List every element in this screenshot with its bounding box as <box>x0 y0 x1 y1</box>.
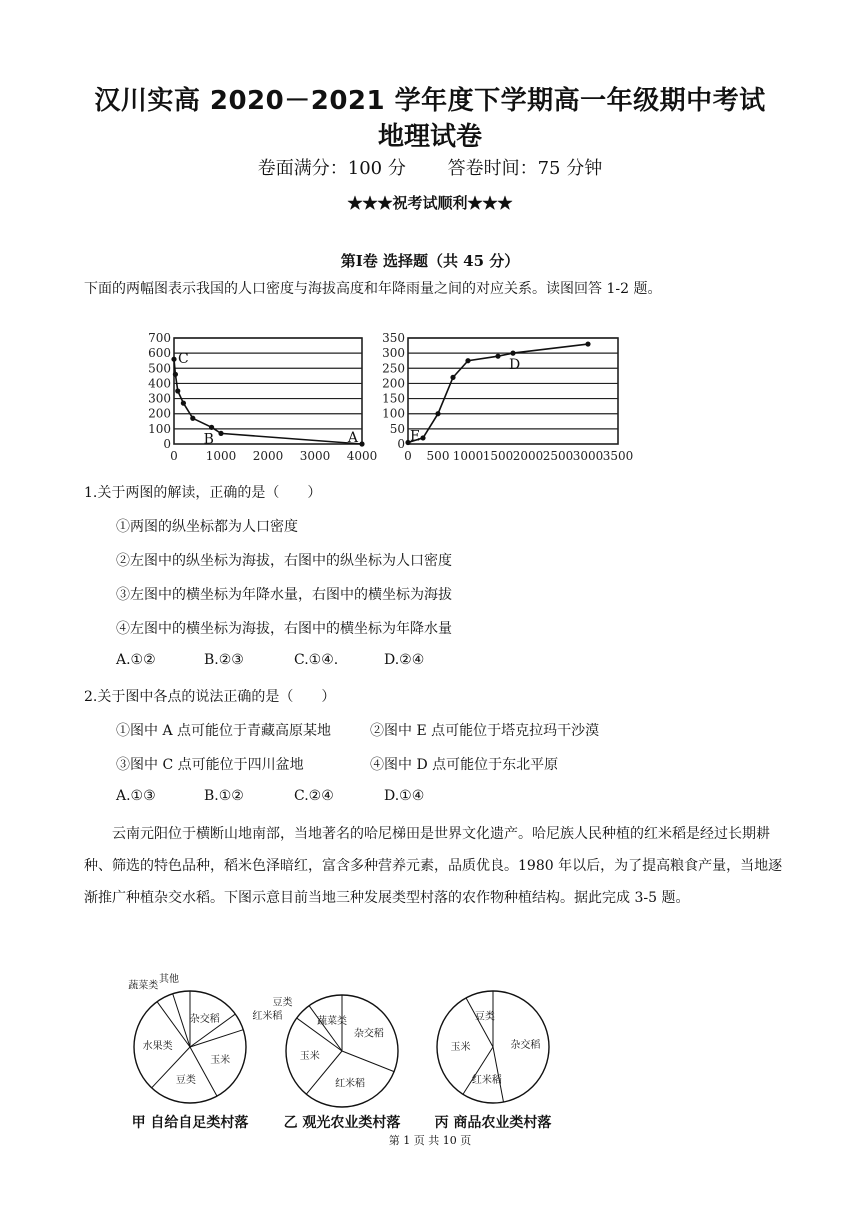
y-tick-label: 150 <box>382 391 405 406</box>
pie-slice-label: 玉米 <box>450 1041 471 1053</box>
pie-slice-label: 豆类 <box>272 997 293 1009</box>
exam-meta <box>0 154 860 180</box>
pie-title: 丙 商品农业类村落 <box>434 1115 552 1131</box>
point-label: D <box>509 357 521 374</box>
data-point <box>465 358 470 363</box>
point-label: E <box>410 428 421 445</box>
data-point <box>173 372 178 377</box>
pie-slice-label: 杂交稻 <box>353 1028 384 1040</box>
q1-item: ④左图中的横坐标为海拔，右图中的横坐标为年降水量 <box>116 621 452 637</box>
data-point <box>359 441 364 446</box>
point-label: B <box>203 431 214 448</box>
data-point <box>450 375 455 380</box>
q2-option-b[interactable]: B.①② <box>204 788 244 804</box>
y-tick-label: 350 <box>382 331 405 345</box>
pie-slice-label: 豆类 <box>175 1075 196 1087</box>
pie-slice-label: 杂交稻 <box>189 1014 220 1026</box>
point-label: A <box>347 430 358 446</box>
q1-item: ②左图中的纵坐标为海拔，右图中的纵坐标为人口密度 <box>116 553 452 569</box>
good-luck-line: ★★★祝考试顺利★★★ <box>347 194 513 212</box>
pie-slice-label: 红米稻 <box>252 1011 283 1023</box>
y-tick-label: 200 <box>148 406 171 421</box>
y-tick-label: 100 <box>148 421 171 436</box>
y-tick-label: 200 <box>382 376 405 391</box>
x-tick-label: 2000 <box>252 449 284 463</box>
q1-option-d[interactable]: D.②④ <box>384 652 425 668</box>
q2-option-d[interactable]: D.①④ <box>384 788 425 804</box>
x-tick-label: 3500 <box>602 449 634 463</box>
data-point <box>435 411 440 416</box>
pie-charts <box>130 975 590 1135</box>
pie-slice-label: 水果类 <box>142 1040 173 1052</box>
point-label: C <box>178 351 189 368</box>
pie-slice-label: 玉米 <box>299 1051 320 1063</box>
q2-item: ④图中 D 点可能位于东北平原 <box>370 757 559 773</box>
section-title: 第Ⅰ卷 选择题（共 45 分） <box>340 252 520 270</box>
data-point <box>171 357 176 362</box>
y-tick-label: 250 <box>382 361 405 376</box>
data-point <box>510 351 515 356</box>
x-tick-label: 0 <box>170 449 178 463</box>
pie-slice-label: 蔬菜类 <box>316 1016 347 1028</box>
y-tick-label: 50 <box>389 421 405 436</box>
exam-subject: 地理试卷 <box>377 122 482 152</box>
data-line <box>408 344 588 445</box>
q1-stem: 1.关于两图的解读，正确的是（ ） <box>84 485 322 501</box>
full-score: 卷面满分：100 分 <box>257 158 406 179</box>
pie-slice-label: 其他 <box>159 973 180 985</box>
x-tick-label: 1000 <box>205 449 237 463</box>
data-point <box>585 341 590 346</box>
y-tick-label: 500 <box>148 361 171 376</box>
pie-slice-label: 豆类 <box>474 1011 495 1023</box>
q2-stem: 2.关于图中各点的说法正确的是（ ） <box>84 689 336 705</box>
chart-altitude <box>130 326 378 468</box>
pie-title: 乙 观光农业类村落 <box>283 1115 401 1131</box>
x-tick-label: 500 <box>426 449 450 463</box>
pie-title: 甲 自给自足类村落 <box>131 1115 249 1131</box>
y-tick-label: 300 <box>382 346 405 361</box>
y-tick-label: 0 <box>397 437 405 451</box>
data-point <box>190 416 195 421</box>
y-tick-label: 300 <box>148 391 171 406</box>
pie-slice-label: 红米稻 <box>471 1074 502 1086</box>
y-tick-label: 0 <box>163 437 171 451</box>
pie-slice-label: 红米稻 <box>335 1078 366 1090</box>
data-point <box>209 425 214 430</box>
q2-option-a[interactable]: A.①③ <box>116 788 156 804</box>
data-line <box>174 359 362 444</box>
passage <box>84 818 784 914</box>
pie-slice-label: 玉米 <box>210 1054 231 1066</box>
q1-item: ③左图中的横坐标为年降水量，右图中的横坐标为海拔 <box>116 587 452 603</box>
page-footer: 第 1 页 共 10 页 <box>388 1134 472 1147</box>
pie-slice-label: 蔬菜类 <box>128 980 159 992</box>
q1-option-b[interactable]: B.②③ <box>204 652 244 668</box>
x-tick-label: 3000 <box>299 449 331 463</box>
y-tick-label: 400 <box>148 376 171 391</box>
x-tick-label: 1500 <box>482 449 514 463</box>
passage-text: 云南元阳位于横断山地南部，当地著名的哈尼梯田是世界文化遗产。哈尼族人民种植的红米稻是经过长期耕种、筛选的特色品种，稻米色泽暗红，富含多种营养元素，品质优良。1980 年以后，为了提高粮食产量，当地逐渐推广种植杂交水稻。下图示意目前当地三种发展类型村落的农作物种植结构。据此完成 3-5 题。 <box>84 826 783 906</box>
x-tick-label: 2000 <box>512 449 544 463</box>
y-tick-label: 700 <box>148 331 171 345</box>
intro-text: 下面的两幅图表示我国的人口密度与海拔高度和年降雨量之间的对应关系。读图回答 1-2 题。 <box>84 281 662 297</box>
q2-item: ②图中 E 点可能位于塔克拉玛干沙漠 <box>370 723 600 739</box>
exam-title: 汉川实高 2020－2021 学年度下学期高一年级期中考试 <box>94 86 766 116</box>
q2-item: ①图中 A 点可能位于青藏高原某地 <box>116 723 332 739</box>
x-tick-label: 4000 <box>346 449 378 463</box>
data-point <box>181 401 186 406</box>
data-point <box>175 388 180 393</box>
q1-option-a[interactable]: A.①② <box>116 652 156 668</box>
q1-option-c[interactable]: C.①④. <box>294 652 339 668</box>
data-point <box>495 354 500 359</box>
q2-option-c[interactable]: C.②④ <box>294 788 334 804</box>
x-tick-label: 2500 <box>542 449 574 463</box>
data-point <box>420 435 425 440</box>
x-tick-label: 3000 <box>572 449 604 463</box>
pie-slice-label: 杂交稻 <box>510 1039 541 1051</box>
y-tick-label: 600 <box>148 346 171 361</box>
exam-time: 答卷时间：75 分钟 <box>447 158 603 179</box>
q1-item: ①两图的纵坐标都为人口密度 <box>116 519 298 535</box>
q2-item: ③图中 C 点可能位于四川盆地 <box>116 757 304 773</box>
chart-rainfall <box>372 326 634 468</box>
x-tick-label: 1000 <box>452 449 484 463</box>
y-tick-label: 100 <box>382 406 405 421</box>
plot-frame <box>174 338 362 444</box>
data-point <box>218 431 223 436</box>
x-tick-label: 0 <box>404 449 412 463</box>
